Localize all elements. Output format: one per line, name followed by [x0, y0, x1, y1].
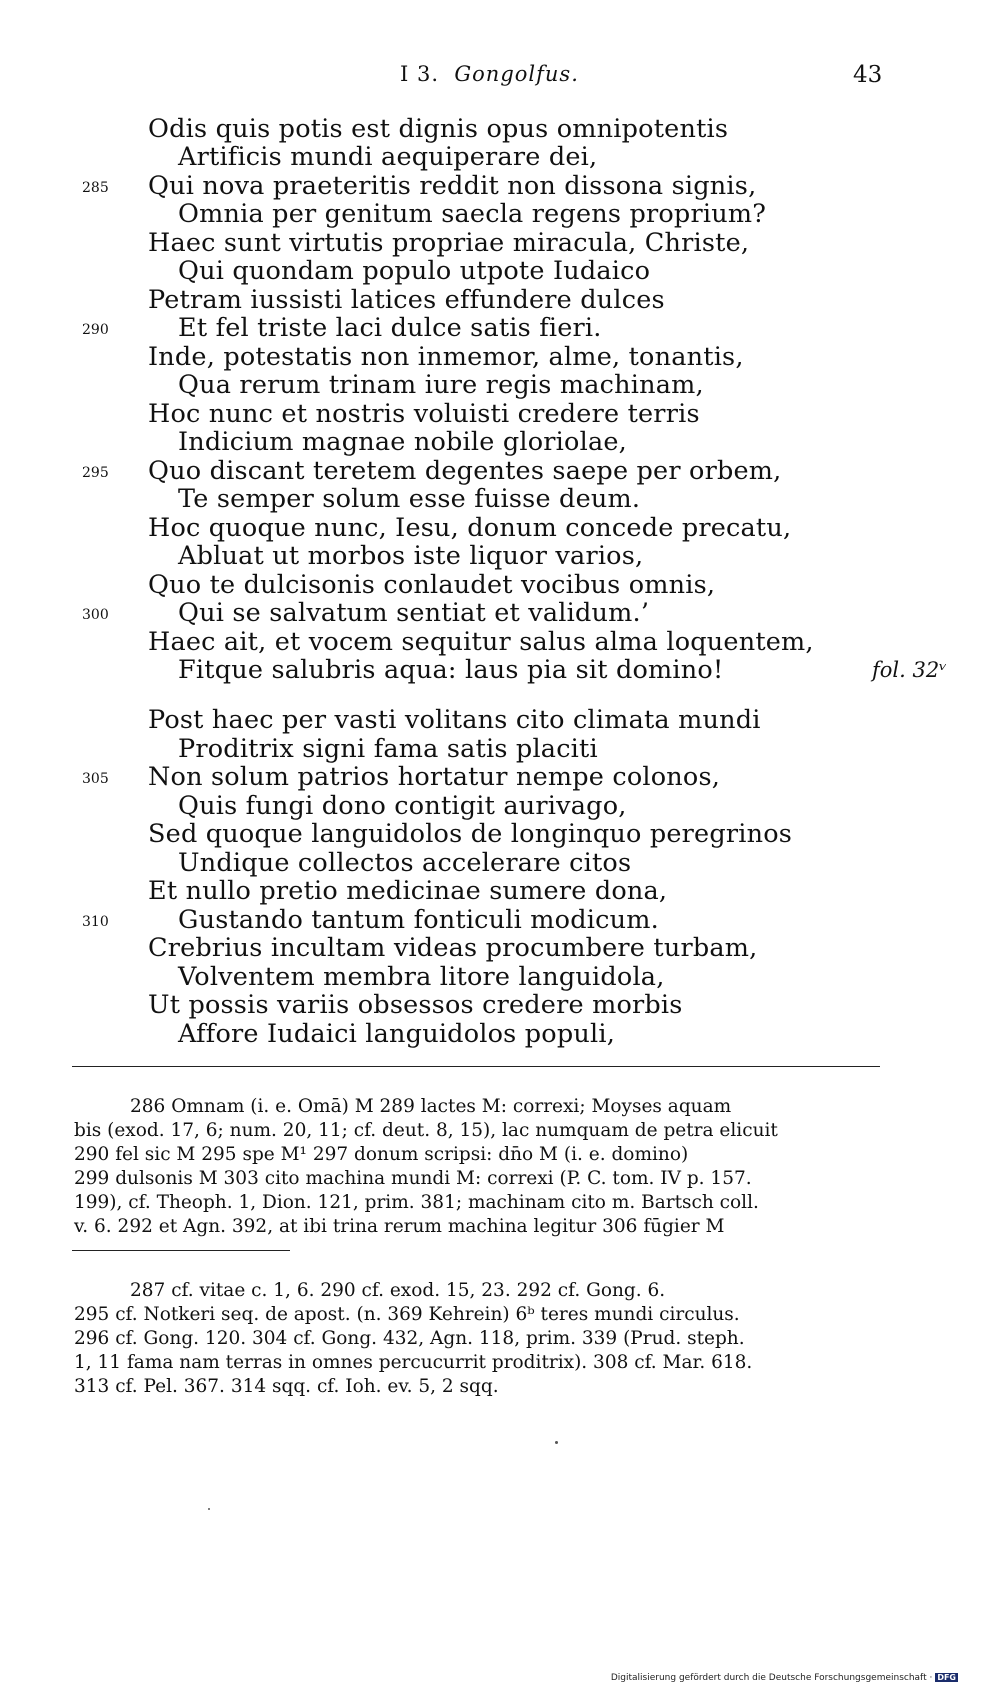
- verse-line: Abluat ut morbos iste liquor varios,: [178, 541, 644, 571]
- source-line: 1, 11 fama nam terras in omnes percucurrit proditrix). 308 cf. Mar. 618.: [74, 1352, 753, 1373]
- verse-line: Proditrix signi fama satis placiti: [178, 734, 598, 764]
- verse-line: Gustando tantum fonticuli modicum.: [178, 905, 659, 935]
- line-number: 310: [82, 914, 109, 930]
- verse-line: Quo te dulcisonis conlaudet vocibus omnis,: [148, 570, 716, 600]
- verse-line: Quo discant teretem degentes saepe per orbem,: [148, 456, 782, 486]
- line-number: 305: [82, 771, 109, 787]
- source-line: 296 cf. Gong. 120. 304 cf. Gong. 432, Agn. 118, prim. 339 (Prud. steph.: [74, 1328, 745, 1349]
- page-number: 43: [853, 62, 883, 88]
- running-head-title: I 3. Gongolfus.: [400, 62, 579, 86]
- verse-line: Qua rerum trinam iure regis machinam,: [178, 370, 704, 400]
- verse-line: Haec sunt virtutis propriae miracula, Christe,: [148, 228, 750, 258]
- verse-line: Sed quoque languidolos de longinquo peregrinos: [148, 819, 793, 849]
- verse-line: Fitque salubris aqua: laus pia sit domino!: [178, 655, 724, 685]
- verse-line: Indicium magnae nobile gloriolae,: [178, 427, 627, 457]
- line-number: 300: [82, 607, 109, 623]
- verse-line: Et nullo pretio medicinae sumere dona,: [148, 876, 668, 906]
- footnote-divider: [72, 1066, 880, 1067]
- print-speck: [208, 1508, 210, 1510]
- verse-line: Qui nova praeteritis reddit non dissona signis,: [148, 171, 757, 201]
- verse-line: Te semper solum esse fuisse deum.: [178, 484, 641, 514]
- verse-line: Omnia per genitum saecla regens proprium?: [178, 199, 767, 229]
- verse-line: Haec ait, et vocem sequitur salus alma loquentem,: [148, 627, 814, 657]
- verse-line: Artificis mundi aequiperare dei,: [178, 142, 598, 172]
- print-speck: [555, 1441, 558, 1444]
- folio-margin-note: fol. 32ᵛ: [872, 658, 948, 682]
- verse-line: Et fel triste laci dulce satis fieri.: [178, 313, 602, 343]
- running-head: [0, 62, 1000, 94]
- source-line: 287 cf. vitae c. 1, 6. 290 cf. exod. 15, 23. 292 cf. Gong. 6.: [130, 1280, 666, 1301]
- line-number: 285: [82, 180, 109, 196]
- verse-line: Petram iussisti latices effundere dulces: [148, 285, 665, 315]
- digitization-credit: [611, 1673, 958, 1683]
- verse-line: Undique collectos accelerare citos: [178, 848, 632, 878]
- apparatus-line: 299 dulsonis M 303 cito machina mundi M: correxi (P. C. tom. IV p. 157.: [74, 1168, 752, 1189]
- verse-line: Non solum patrios hortatur nempe colonos,: [148, 762, 721, 792]
- apparatus-line: bis (exod. 17, 6; num. 20, 11; cf. deut. 8, 15), lac numquam de petra elicuit: [74, 1120, 778, 1141]
- verse-line: Ut possis variis obsessos credere morbis: [148, 990, 683, 1020]
- verse-line: Hoc nunc et nostris voluisti credere terris: [148, 399, 700, 429]
- verse-line: Inde, potestatis non inmemor, alme, tonantis,: [148, 342, 744, 372]
- apparatus-line: 290 fel sic M 295 spe M¹ 297 donum scripsi: dn̄o M (i. e. domino): [74, 1144, 689, 1165]
- apparatus-line: v. 6. 292 et Agn. 392, at ibi trina rerum machina legitur 306 fūgier M: [74, 1216, 725, 1237]
- sources-divider: [72, 1250, 290, 1251]
- verse-line: Odis quis potis est dignis opus omnipotentis: [148, 114, 729, 144]
- verse-line: Crebrius incultam videas procumbere turbam,: [148, 933, 758, 963]
- verse-line: Affore Iudaici languidolos populi,: [178, 1019, 616, 1049]
- verse-line: Hoc quoque nunc, Iesu, donum concede precatu,: [148, 513, 792, 543]
- line-number: 295: [82, 465, 109, 481]
- verse-line: Qui se salvatum sentiat et validum.’: [178, 598, 650, 628]
- credit-text: Digitalisierung gefördert durch die Deutsche Forschungsgemeinschaft ·: [610, 1673, 933, 1683]
- verse-line: Qui quondam populo utpote Iudaico: [178, 256, 651, 286]
- verse-line: Quis fungi dono contigit aurivago,: [178, 791, 627, 821]
- verse-line: Post haec per vasti volitans cito climata mundi: [148, 705, 761, 735]
- apparatus-line: 199), cf. Theoph. 1, Dion. 121, prim. 381; machinam cito m. Bartsch coll.: [74, 1192, 759, 1213]
- apparatus-line: 286 Omnam (i. e. Omā) M 289 lactes M: correxi; Moyses aquam: [130, 1096, 732, 1117]
- source-line: 295 cf. Notkeri seq. de apost. (n. 369 Kehrein) 6ᵇ teres mundi circulus.: [74, 1304, 740, 1325]
- source-line: 313 cf. Pel. 367. 314 sqq. cf. Ioh. ev. 5, 2 sqq.: [74, 1376, 499, 1397]
- line-number: 290: [82, 322, 109, 338]
- verse-line: Volventem membra litore languidola,: [178, 962, 665, 992]
- dfg-logo: DFG: [937, 1673, 956, 1682]
